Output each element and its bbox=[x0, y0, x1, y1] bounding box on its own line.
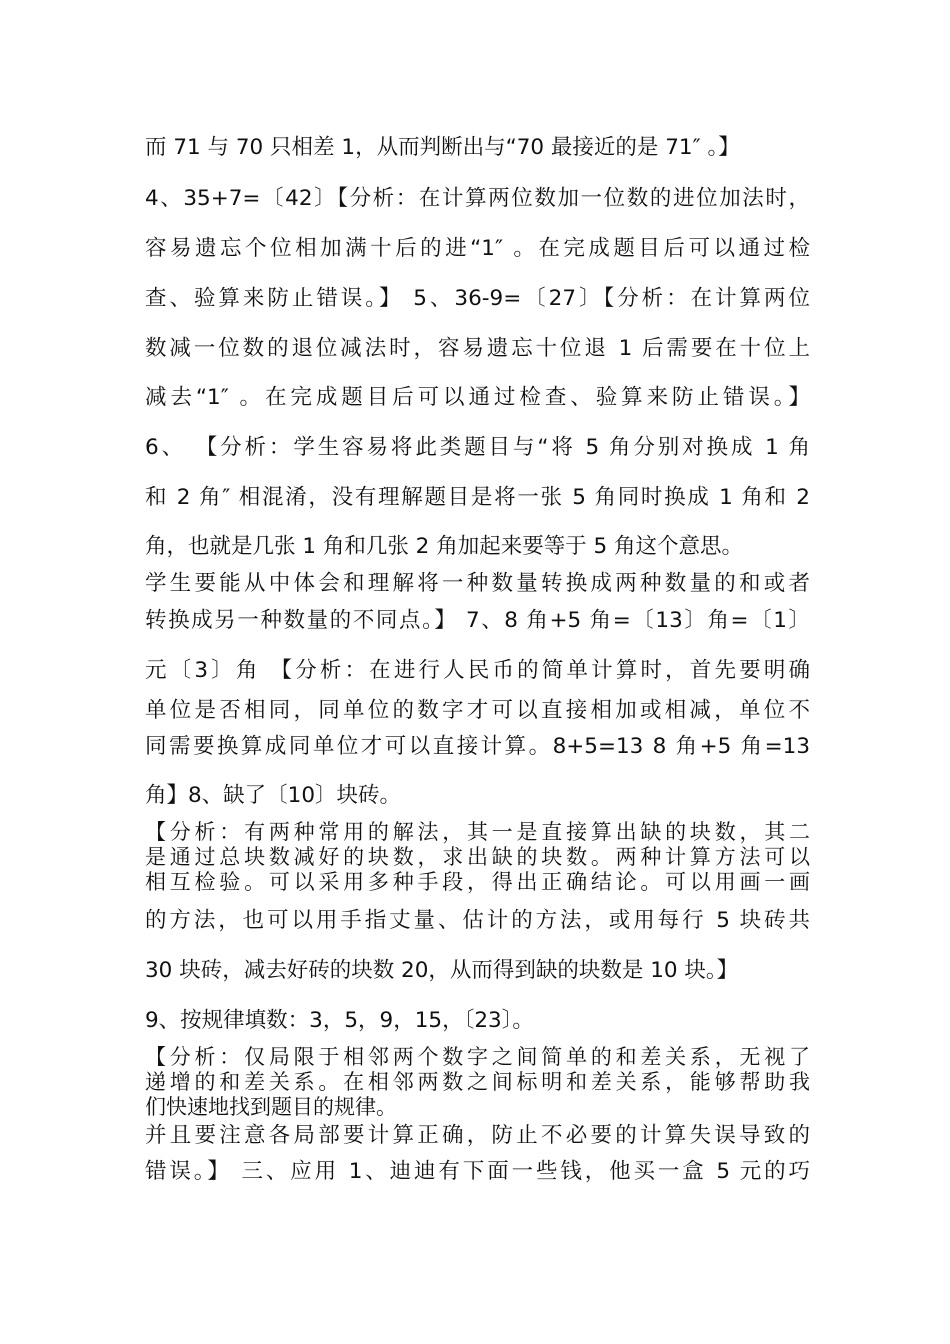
text-line-11: 转换成另一种数量的不同点。】 7、8 角+5 角=〔13〕角=〔1〕 bbox=[145, 608, 810, 633]
text-line-3: 容易遗忘个位相加满十后的进“1″ 。在完成题目后可以通过检 bbox=[145, 236, 810, 261]
text-line-23: 递增的和差关系。在相邻两数之间标明和差关系，能够帮助我 bbox=[145, 1070, 810, 1094]
text-line-24: 们快速地找到题目的规律。 bbox=[145, 1095, 397, 1119]
text-line-21: 9、按规律填数：3，5，9，15，〔23〕。 bbox=[145, 1008, 534, 1033]
text-line-17: 是通过总块数减好的块数，求出缺的块数。两种计算方法可以 bbox=[145, 845, 810, 869]
text-line-25: 并且要注意各局部要计算正确，防止不必要的计算失误导致的 bbox=[145, 1123, 810, 1148]
text-line-7: 6、 【分析：学生容易将此类题目与“将 5 角分别对换成 1 角 bbox=[145, 435, 810, 460]
text-line-8: 和 2 角″ 相混淆，没有理解题目是将一张 5 角同时换成 1 角和 2 bbox=[145, 485, 810, 510]
text-line-15: 角】8、缺了〔10〕块砖。 bbox=[145, 783, 402, 808]
text-line-22: 【分析：仅局限于相邻两个数字之间简单的和差关系，无视了 bbox=[145, 1045, 810, 1069]
text-line-4: 查、验算来防止错误。】 5、36-9=〔27〕【分析：在计算两位 bbox=[145, 286, 810, 311]
text-line-20: 30 块砖，减去好砖的块数 20，从而得到缺的块数是 10 块。】 bbox=[145, 958, 739, 983]
text-line-12: 元〔3〕角 【分析：在进行人民币的简单计算时，首先要明确 bbox=[145, 658, 810, 683]
text-line-14: 同需要换算成同单位才可以直接计算。8+5=13 8 角+5 角=13 bbox=[145, 734, 810, 759]
text-line-13: 单位是否相同，同单位的数字才可以直接相加或相减，单位不 bbox=[145, 698, 810, 723]
text-line-6: 减去“1″ 。在完成题目后可以通过检查、验算来防止错误。】 bbox=[145, 385, 810, 410]
text-line-18: 相互检验。可以采用多种手段，得出正确结论。可以用画一画 bbox=[145, 870, 810, 894]
text-line-5: 数减一位数的退位减法时，容易遗忘十位退 1 后需要在十位上 bbox=[145, 336, 810, 361]
text-line-16: 【分析：有两种常用的解法，其一是直接算出缺的块数，其二 bbox=[145, 820, 810, 844]
text-line-10: 学生要能从中体会和理解将一种数量转换成两种数量的和或者 bbox=[145, 571, 810, 596]
text-line-2: 4、35+7=〔42〕【分析：在计算两位数加一位数的进位加法时， bbox=[145, 186, 810, 211]
text-line-19: 的方法，也可以用手指丈量、估计的方法，或用每行 5 块砖共 bbox=[145, 908, 810, 933]
text-line-1: 而 71 与 70 只相差 1，从而判断出与“70 最接近的是 71″ 。】 bbox=[145, 135, 740, 160]
text-line-9: 角，也就是几张 1 角和几张 2 角加起来要等于 5 角这个意思。 bbox=[145, 534, 744, 559]
text-line-26: 错误。】 三、应用 1、迪迪有下面一些钱，他买一盒 5 元的巧 bbox=[145, 1159, 810, 1184]
